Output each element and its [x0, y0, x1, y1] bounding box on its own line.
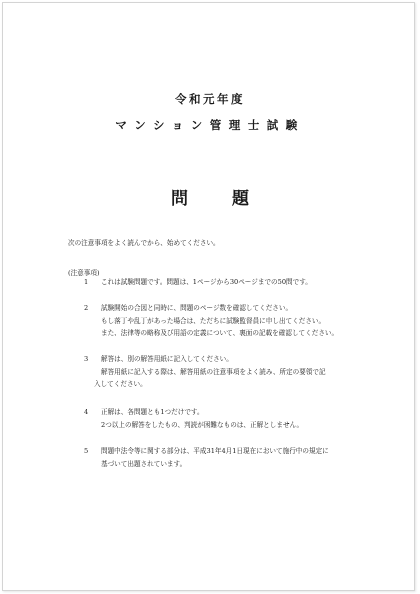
note-line: もし落丁や乱丁があった場合は、ただちに試験監督員に申し出てください。	[101, 316, 326, 325]
exam-name: マンション管理士試験	[115, 118, 305, 132]
note-line: 基づいて出題されています。	[101, 459, 187, 468]
note-line: 問題中法令等に関する部分は、平成31年4月1日現在において施行中の規定に	[101, 447, 329, 455]
document-heading: 問題	[171, 189, 293, 209]
note-item	[84, 276, 312, 289]
note-line: 解答用紙に記入する際は、解答用紙の注意事項をよく読み、所定の要領で記	[101, 367, 326, 376]
note-item	[84, 445, 329, 470]
note-line: これは試験問題です。問題は、1ページから30ページまでの50問です。	[101, 278, 312, 286]
note-number: 5	[84, 447, 89, 455]
note-item	[84, 406, 303, 431]
note-number: 1	[84, 278, 89, 286]
note-number: 2	[84, 304, 89, 312]
note-number: 3	[84, 355, 89, 363]
note-line: 2つ以上の解答をしたもの、判読が困難なものは、正解としません。	[101, 420, 304, 429]
intro-text: 次の注意事項をよく読んでから、始めてください。	[68, 239, 220, 247]
note-line: 解答は、別の解答用紙に記入してください。	[101, 355, 233, 363]
note-item	[84, 302, 338, 340]
note-line: 入してください。	[94, 380, 147, 388]
note-number: 4	[84, 408, 89, 416]
note-item	[84, 353, 326, 391]
note-line: 正解は、各問題とも1つだけです。	[101, 408, 204, 416]
note-line: また、法律等の略称及び用語の定義について、裏面の記載を確認してください。	[101, 329, 339, 337]
notes-heading: (注意事項)	[68, 269, 100, 277]
note-line: 試験開始の合図と同時に、問題のページ数を確認してください。	[101, 304, 293, 312]
exam-year: 令和元年度	[175, 92, 245, 106]
